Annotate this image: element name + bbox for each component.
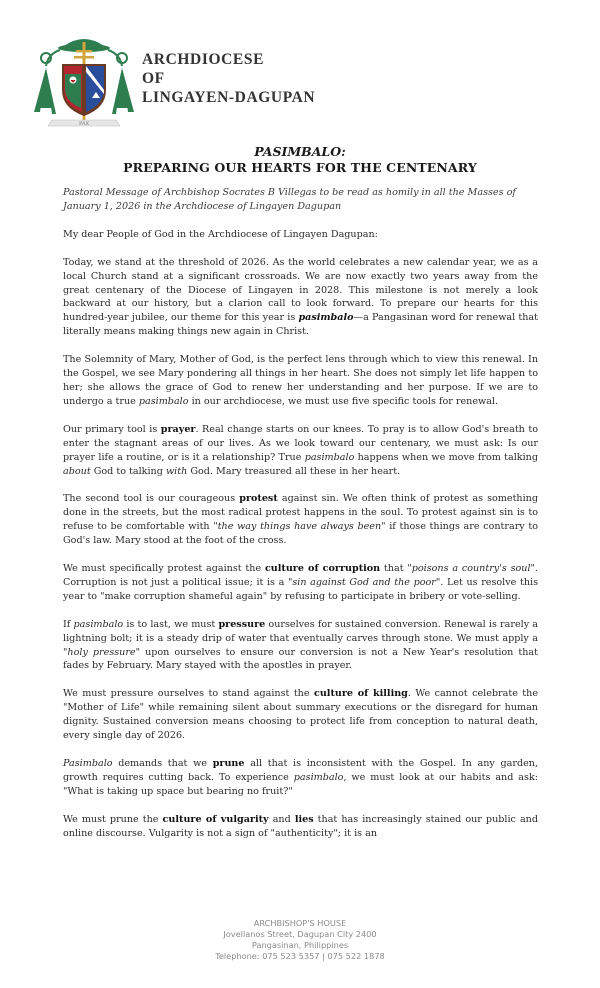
emphasis-italic: pasimbalo (293, 771, 344, 783)
footer-province: Pangasinan, Philippines (251, 940, 349, 950)
emphasis-bold: culture of corruption (264, 563, 381, 575)
emphasis-italic: pasimbalo (73, 618, 124, 630)
emphasis-bold: culture of killing (313, 688, 408, 700)
emphasis-italic: about (63, 465, 91, 477)
emphasis-italic: sin against God and the poor (292, 576, 436, 588)
organization-name (142, 50, 315, 107)
emphasis-bold: prune (212, 758, 245, 769)
coat-of-arms-icon (34, 28, 134, 133)
footer-street-address: Jovellanos Street, Dagupan City 2400 (223, 929, 377, 939)
emphasis-bold: protest (239, 493, 278, 505)
body-paragraph: The Solemnity of Mary, Mother of God, is the perfect lens through which to view this renewal. In the Gospel, we see Mary pondering all things in her heart. She does not simply let life happen to her; she allows the grace of God to renew her understanding and her purpose. If we are to undergo a true pasimbalo in our archdiocese, we must use five specific tools for renewal. (63, 354, 538, 407)
body-paragraph: Today, we stand at the threshold of 2026. As the world celebrates a new calendar year, we as a local Church stand at a significant crossroads. We are now exactly two years away from the great centenary of the Diocese of Lingayen in 2028. This milestone is not merely a look backward at our history, but a clarion call to look forward. To prepare our hearts for this hundred-year jubilee, our theme for this year is pasimbalo—a Pangasinan word for renewal that literally means making things new again in Christ. (63, 256, 538, 338)
emphasis-italic: poisons a country's soul (411, 563, 531, 575)
emphasis-italic: pasimbalo (304, 451, 355, 463)
body-paragraph: The second tool is our courageous protest against sin. We often think of protest as something done in the streets, but the most radical protest happens in the soul. To protest against sin is to refuse to be comfortable with "the way things have always been" if those things are contrary to God's law. Mary stood at the foot of the cross. (63, 493, 539, 547)
document-subtitle: Pastoral Message of Archbishop Socrates B Villegas to be read as homily in all the Masses of January 1, 2026 in the Archdiocese of Lingayen Dagupan (63, 187, 516, 212)
footer-telephone: Telephone: 075 523 5357 | 075 522 1878 (215, 951, 385, 961)
emphasis-bold: pressure (218, 618, 266, 630)
emphasis-italic: "the way things have always been" (213, 521, 386, 533)
body-paragraph: We must prune the culture of vulgarity and lies that has increasingly stained our public and online discourse. Vulgarity is not a sign of "authenticity"; it is an (63, 813, 539, 839)
emphasis-italic: with (165, 465, 188, 477)
emphasis-bold: prayer (160, 423, 196, 435)
body-paragraph: If pasimbalo is to last, we must pressure ourselves for sustained conversion. Renewal is rarely a lightning bolt; it is a steady drip of water that eventually carves through stone. We must apply a "holy pressure" upon ourselves to ensure our conversion is not a New Year's resolution that fades by February. Mary stayed with the apostles in prayer. (63, 618, 539, 672)
title-line2: PREPARING OUR HEARTS FOR THE CENTENARY (123, 160, 477, 175)
org-name-line2: OF (142, 70, 165, 87)
body-paragraph: We must pressure ourselves to stand against the culture of killing. We cannot celebrate the "Mother of Life" while remaining silent about summary executions or the disregard for human dignity. Sustained conversion means choosing to protect life from conception to natural death, every single day of 2026. (63, 688, 539, 742)
body-paragraph: Pasimbalo demands that we prune all that is inconsistent with the Gospel. In any garden, growth requires cutting back. To experience pasimbalo, we must look at our habits and ask: "What is taking up space but bearing no fruit?" (63, 758, 539, 797)
body-paragraph: We must specifically protest against the culture of corruption that "poisons a country's soul". Corruption is not just a political issue; it is a "sin against God and the poor". Let us resolve this year to "make corruption shameful again" by refusing to participate in bribery or vote-selling. (63, 563, 538, 602)
emphasis-bold: lies (294, 813, 314, 825)
footer-house-name: ARCHBISHOP'S HOUSE (253, 918, 347, 928)
crest-motto: PAX (78, 121, 90, 127)
emphasis-italic: holy pressure (67, 646, 136, 658)
letterhead (34, 28, 334, 133)
emphasis-italic: Pasimbalo (63, 758, 113, 769)
letterhead-footer (0, 918, 600, 962)
salutation: My dear People of God in the Archdiocese of Lingayen Dagupan: (63, 228, 378, 240)
emphasis-italic: pasimbalo (138, 395, 189, 407)
title-line1: PASIMBALO: (254, 144, 346, 159)
paragraphs (63, 256, 538, 841)
org-name-line3: LINGAYEN-DAGUPAN (142, 89, 316, 106)
emphasis-bold: culture of vulgarity (162, 813, 269, 825)
document-title (0, 144, 600, 176)
org-name-line1: ARCHDIOCESE (142, 51, 265, 68)
document-body (63, 186, 538, 855)
body-paragraph: Our primary tool is prayer. Real change starts on our knees. To pray is to allow God's breath to enter the stagnant areas of our lives. As we look toward our centenary, we must ask: Is our prayer life a routine, or is it a relationship? True pasimbalo happens when we move from talking about God to talking with God. Mary treasured all these in her heart. (63, 423, 539, 477)
emphasis-bold: pasimbalo (298, 312, 354, 324)
